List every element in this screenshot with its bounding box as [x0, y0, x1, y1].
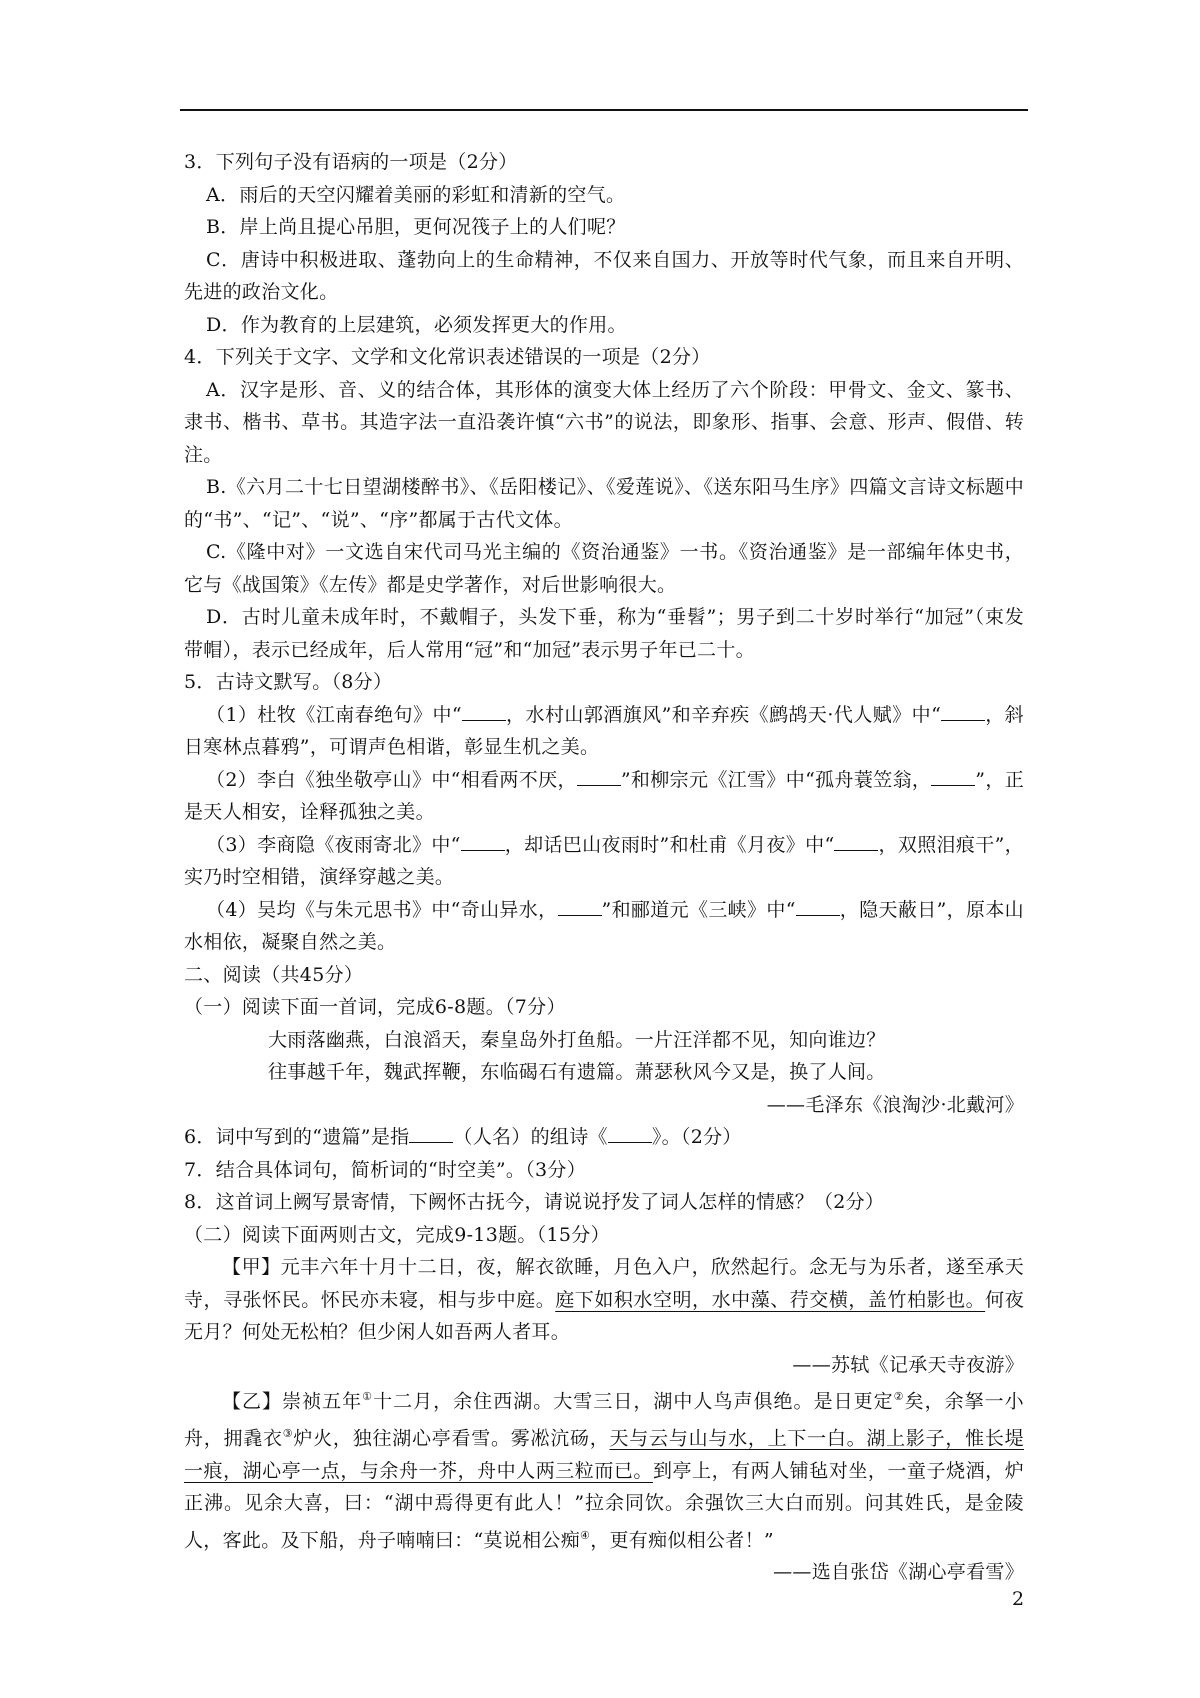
q3-option-a: A．雨后的天空闪耀着美丽的彩虹和清新的空气。 [206, 183, 626, 206]
poem-line-1: 大雨落幽燕，白浪滔天，秦皇岛外打鱼船。一片汪洋都不见，知向谁边？ [268, 1028, 886, 1051]
poem-source: ——毛泽东《浪淘沙·北戴河》 [766, 1093, 1024, 1116]
footnote-marker: ③ [282, 1426, 294, 1440]
q6: 6．词中写到的“遗篇”是指 （人名）的组诗《 》。（2分） [184, 1126, 742, 1148]
q3-option-b: B．岸上尚且提心吊胆，更何况筏子上的人们呢？ [206, 216, 626, 238]
answer-blank[interactable] [558, 897, 602, 916]
answer-blank[interactable] [931, 767, 975, 786]
footnote-marker: ② [893, 1390, 905, 1403]
q7: 7．结合具体词句，简析词的“时空美”。（3分） [184, 1158, 587, 1181]
footnote-marker: ④ [580, 1528, 591, 1542]
part-2-heading: （二）阅读下面两则古文，完成9-13题。（15分） [184, 1223, 610, 1246]
answer-blank[interactable] [409, 1124, 453, 1143]
header-rule [180, 109, 1028, 111]
q5-item-2: （2）李白《独坐敬亭山》中“相看两不厌， ”和柳宗元《江雪》中“孤舟蓑笠翁， ”，正是天人相安，诠释孤独之美。 [184, 768, 1024, 823]
exam-page [184, 146, 1024, 1589]
passage-yi: 【乙】崇祯五年①十二月，余住西湖。大雪三日，湖中人鸟声俱绝。是日更定②矣，余拏一小舟，拥毳衣③炉火，独往湖心亭看雪。雾凇沆砀，天与云与山与水，上下一白。湖上影子，惟长堤一痕，湖心亭一点，与余舟一芥，舟中人两三粒而已。到亭上，有两人铺毡对坐，一童子烧酒，炉正沸。见余大喜，曰：“湖中焉得更有此人！”拉余同饮。余强饮三大白而别。问其姓氏，是金陵人，客此。及下船，舟子喃喃曰：“莫说相公痴④，更有痴似相公者！” [184, 1390, 1025, 1551]
q4-option-d: D．古时儿童未成年时，不戴帽子，头发下垂，称为“垂髫”；男子到二十岁时举行“加冠”（束发带帽），表示已经成年，后人常用“冠”和“加冠”表示男子年已二十。 [184, 606, 1024, 661]
q3-stem: 3．下列句子没有语病的一项是（2分） [184, 151, 518, 173]
section-2-title: 二、阅读（共45分） [184, 963, 364, 986]
q3-option-d: D．作为教育的上层建筑，必须发挥更大的作用。 [206, 313, 627, 336]
part-1-heading: （一）阅读下面一首词，完成6-8题。（7分） [184, 996, 566, 1018]
q4-option-a: A．汉字是形、音、义的结合体，其形体的演变大体上经历了六个阶段：甲骨文、金文、篆书、隶书、楷书、草书。其造字法一直沿袭许慎“六书”的说法，即象形、指事、会意、形声、假借、转注。 [184, 378, 1024, 466]
poem-line-2: 往事越千年，魏武挥鞭，东临碣石有遗篇。萧瑟秋风今又是，换了人间。 [268, 1061, 886, 1083]
q5-item-1: （1）杜牧《江南春绝句》中“ ，水村山郭酒旗风”和辛弃疾《鹧鸪天·代人赋》中“ ，斜日寒林点暮鸦”，可谓声色相谐，彰显生机之美。 [184, 703, 1024, 758]
answer-blank[interactable] [462, 702, 506, 721]
q5-stem: 5．古诗文默写。（8分） [184, 671, 393, 693]
q8: 8．这首词上阙写景寄情，下阙怀古抚今，请说说抒发了词人怎样的情感？（2分） [184, 1191, 885, 1213]
page-number: 2 [1012, 1588, 1025, 1610]
passage-jia-source: ——苏轼《记承天寺夜游》 [792, 1353, 1024, 1376]
q4-stem: 4．下列关于文字、文学和文化常识表述错误的一项是（2分） [184, 346, 711, 368]
passage-jia: 【甲】元丰六年十月十二日，夜，解衣欲睡，月色入户，欣然起行。念无与为乐者，遂至承天寺，寻张怀民。怀民亦未寝，相与步中庭。庭下如积水空明，水中藻、荇交横，盖竹柏影也。何夜无月？何处无松柏？但少闲人如吾两人者耳。 [184, 1256, 1024, 1343]
q3-option-c: C．唐诗中积极进取、蓬勃向上的生命精神，不仅来自国力、开放等时代气象，而且来自开明、先进的政治文化。 [184, 248, 1024, 303]
q4-option-b: B.《六月二十七日望湖楼醉书》、《岳阳楼记》、《爱莲说》、《送东阳马生序》四篇文言诗文标题中的“书”、“记”、“说”、“序”都属于古代文体。 [184, 476, 1024, 531]
passage-label: 【乙】 [222, 1390, 283, 1413]
answer-blank[interactable] [796, 897, 840, 916]
answer-blank[interactable] [577, 767, 621, 786]
answer-blank[interactable] [608, 1124, 652, 1143]
underlined-sentence: 庭下如积水空明，水中藻、荇交横，盖竹柏影也。 [555, 1288, 986, 1311]
passage-yi-source: ——选自张岱《湖心亭看雪》 [773, 1561, 1024, 1584]
q4-option-c: C.《隆中对》一文选自宋代司马光主编的《资治通鉴》一书。《资治通鉴》是一部编年体史书，它与《战国策》《左传》都是史学著作，对后世影响很大。 [184, 541, 1024, 596]
underlined-sentence: 天与云与山与水，上下一白。湖上影子，惟长堤一痕，湖心亭一点，与余舟一芥，舟中人两三粒而已。 [184, 1427, 1024, 1482]
answer-blank[interactable] [834, 832, 878, 851]
passage-label: 【甲】 [222, 1256, 281, 1278]
q5-item-4: （4）吴均《与朱元思书》中“奇山异水， ”和郦道元《三峡》中“ ，隐天蔽日”，原本山水相依，凝聚自然之美。 [184, 898, 1024, 953]
answer-blank[interactable] [941, 702, 985, 721]
q5-item-3: （3）李商隐《夜雨寄北》中“ ，却话巴山夜雨时”和杜甫《月夜》中“ ，双照泪痕干”，实乃时空相错，演绎穿越之美。 [184, 833, 1024, 888]
answer-blank[interactable] [461, 832, 505, 851]
footnote-marker: ① [362, 1390, 374, 1403]
